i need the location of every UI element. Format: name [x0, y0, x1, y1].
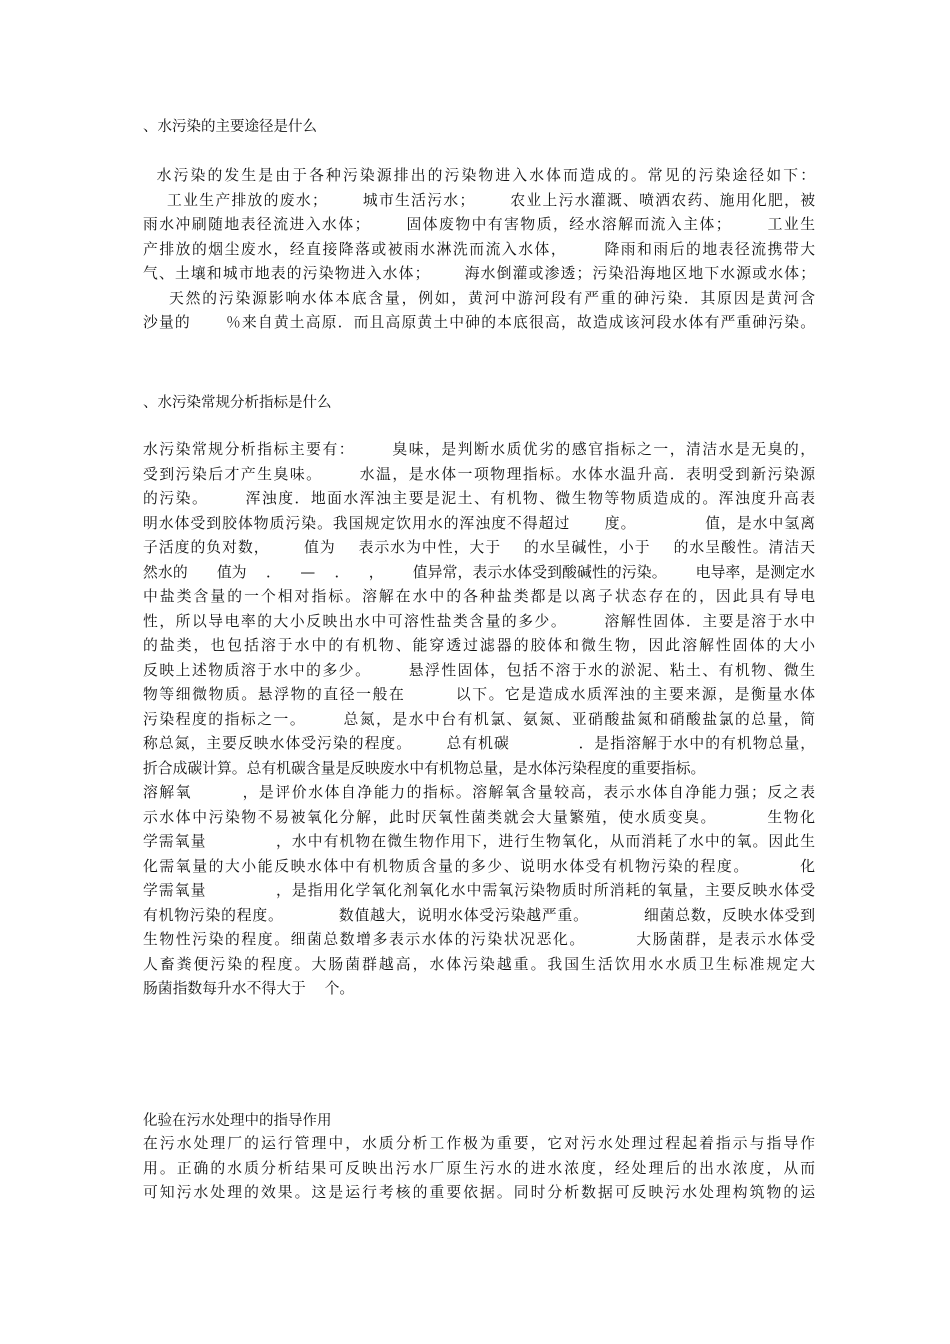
section1-line: 沙量的 ％来自黄土高原．而且高原黄土中砷的本底很高，故造成该河段水体有严重砷污染。: [143, 314, 815, 331]
section2-line: 学需氧量 ，是指用化学氧化剂氧化水中需氧污染物质时所消耗的氧量，主要反映水体受: [143, 882, 815, 899]
section2-line: 溶解氧 ，是评价水体自净能力的指标。溶解氧含量较高，表示水体自净能力强；反之表: [143, 784, 815, 801]
section2-line: 的盐类，也包括溶于水中的有机物、能穿透过滤器的胶体和微生物，因此溶解性固体的大小: [143, 637, 815, 654]
section2-heading: 、水污染常规分析指标是什么: [143, 395, 332, 411]
section1-paragraph: [143, 164, 815, 336]
section2-line: 中盐类含量的一个相对指标。溶解在水中的各种盐类都是以离子状态存在的，因此具有导电: [143, 588, 815, 605]
section1-line: 气、土壤和城市地表的污染物进入水体； 海水倒灌或渗透；污染沿海地区地下水源或水体；: [143, 265, 815, 282]
section2-line: 明水体受到胶体物质污染。我国规定饮用水的浑浊度不得超过 度。 值，是水中氢离: [143, 514, 815, 532]
section2-line: 的污染。 浑浊度．地面水浑浊主要是泥土、有机物、微生物等物质造成的。浑浊度升高表: [143, 490, 815, 507]
section2-line: 生物性污染的程度。细菌总数增多表示水体的污染状况恶化。 大肠菌群，是表示水体受: [143, 931, 815, 948]
section1-line: 天然的污染源影响水体本底含量，例如，黄河中游河段有严重的砷污染．其原因是黄河含: [143, 289, 815, 307]
section2-line: 人畜粪便污染的程度。大肠菌群越高，水体污染越重。我国生活饮用水水质卫生标准规定大: [143, 955, 815, 973]
section2-line: 称总氮，主要反映水体受污染的程度。 总有机碳 ．是指溶解于水中的有机物总量，: [143, 735, 815, 752]
section2-line: 化需氧量的大小能反映水体中有机物质含量的多少、说明水体受有机物污染的程度。 化: [143, 857, 815, 875]
section3-heading: 化验在污水处理中的指导作用: [143, 1113, 332, 1129]
section1-line: 产排放的烟尘废水，经直接降落或被雨水淋洗而流入水体， 降雨和雨后的地表径流携带大: [143, 240, 815, 258]
section2-line: 子活度的负对数， 值为 表示水为中性，大于 的水呈碱性，小于 的水呈酸性。清洁天: [143, 539, 815, 556]
section2-line: 受到污染后才产生臭味。 水温，是水体一项物理指标。水体水温升高．表明受到新污染源: [143, 465, 815, 483]
section2-paragraph: [143, 438, 815, 1002]
section3-line: 在污水处理厂的运行管理中，水质分析工作极为重要，它对污水处理过程起着指示与指导作: [143, 1135, 815, 1152]
section1-line: 雨水冲刷随地表径流进入水体； 固体废物中有害物质，经水溶解而流入主体； 工业生: [143, 216, 815, 233]
section3-line: 用。正确的水质分析结果可反映出污水厂原生污水的进水浓度，经处理后的出水浓度，从而: [143, 1159, 815, 1177]
section1-heading: 、水污染的主要途径是什么: [143, 119, 317, 135]
section2-line: 学需氧量 ，水中有机物在微生物作用下，进行生物氧化，从而消耗了水中的氧。因此生: [143, 833, 815, 850]
section2-line: 肠菌指数每升水不得大于 个。: [143, 980, 355, 997]
section2-line: 示水体中污染物不易被氧化分解，此时厌氧性菌类就会大量繁殖，使水质变臭。 生物化: [143, 808, 815, 826]
section2-line: 有机物污染的程度。 数值越大，说明水体受污染越严重。 细菌总数，反映水体受到: [143, 906, 815, 924]
section1-line: 工业生产排放的废水； 城市生活污水； 农业上污水灌溉、喷洒农药、施用化肥，被: [143, 191, 815, 209]
section3-paragraph: [143, 1132, 815, 1206]
section2-line: 折合成碳计算。总有机碳含量是反映废水中有机物总量，是水体污染程度的重要指标。: [143, 759, 706, 777]
section2-line: 然水的 值为 ． — ． ， 值异常，表示水体受到酸碱性的污染。 电导率，是测定水: [143, 563, 815, 581]
section3-line: 可知污水处理的效果。这是运行考核的重要依据。同时分析数据可反映污水处理构筑物的运: [143, 1184, 815, 1201]
section2-line: 污染程度的指标之一。 总氮，是水中台有机氯、氨氮、亚硝酸盐氮和硝酸盐氯的总量，简: [143, 710, 815, 728]
section1-line: 水污染的发生是由于各种污染源排出的污染物进入水体而造成的。常见的污染途径如下：: [143, 167, 815, 184]
section2-line: 物等细微物质。悬浮物的直径一般在 以下。它是造成水质浑浊的主要来源，是衡量水体: [143, 686, 815, 703]
section2-line: 反映上述物质溶于水中的多少。 悬浮性固体，包括不溶于水的淤泥、粘土、有机物、微生: [143, 661, 815, 679]
section2-line: 水污染常规分析指标主要有： 臭味，是判断水质优劣的感官指标之一，清洁水是无臭的，: [143, 441, 815, 458]
section2-line: 性，所以导电率的大小反映出水中可溶性盐类含量的多少。 溶解性固体．主要是溶于水中: [143, 612, 815, 630]
